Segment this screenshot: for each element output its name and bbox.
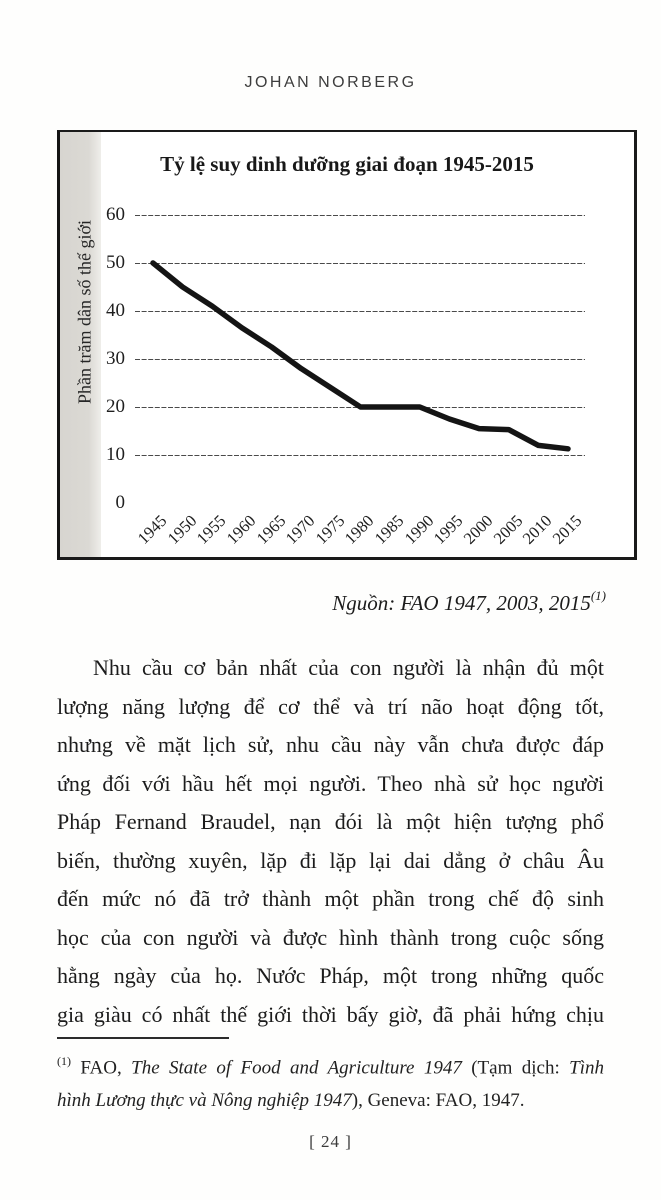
footnote-text-segment: hình Lương thực và Nông nghiệp 1947 <box>57 1090 352 1112</box>
y-tick-label: 0 <box>115 492 125 513</box>
y-tick-label: 60 <box>106 204 125 225</box>
x-tick-label: 2015 <box>548 511 586 548</box>
x-tick-label: 1945 <box>133 511 171 548</box>
footnote-line <box>57 1046 604 1084</box>
x-tick-label: 2010 <box>518 511 556 548</box>
x-tick-label: 1965 <box>252 511 289 548</box>
y-tick-label: 40 <box>106 300 125 321</box>
x-tick-label: 1960 <box>222 511 260 548</box>
body-line: Nhu cầu cơ bản nhất của con người là nhận đủ một <box>93 655 604 680</box>
malnutrition-line-series <box>153 263 568 449</box>
y-tick-label: 50 <box>106 252 125 273</box>
footnote-text-segment: (Tạm dịch: <box>461 1057 570 1079</box>
footnote-text-segment: FAO, <box>71 1057 132 1079</box>
x-axis-ticks <box>135 509 585 555</box>
footnote-text-segment: The State of Food and Agriculture 1947 <box>131 1057 462 1079</box>
body-line: hằng ngày của họ. Nước Pháp, một trong những quốc <box>57 963 604 988</box>
x-tick-label: 1985 <box>370 511 408 548</box>
x-tick-label: 1980 <box>341 511 378 548</box>
running-header: JOHAN NORBERG <box>244 74 417 91</box>
body-line: biến, thường xuyên, lặp đi lặp lại dai dẳng ở châu Âu <box>57 847 604 873</box>
y-tick-label: 10 <box>106 444 125 465</box>
body-line: học của con người và được hình thành trong cuộc sống <box>57 924 604 950</box>
chart-source-caption <box>332 590 606 616</box>
x-tick-label: 1975 <box>311 511 349 548</box>
x-tick-label: 1995 <box>430 511 467 548</box>
y-tick-label: 20 <box>106 396 125 417</box>
x-tick-label: 1950 <box>163 511 201 548</box>
y-tick-label: 30 <box>106 348 125 369</box>
footnote-marker: (1) <box>57 1054 71 1068</box>
body-line: gia giàu có nhất thế giới thời bấy giờ, đã phải hứng chịu <box>57 1001 604 1027</box>
y-axis-ticks <box>85 204 125 513</box>
footnote-text-segment: Tình <box>569 1057 604 1079</box>
body-line: đến mức nó đã trở thành một phần trong chế độ sinh <box>57 886 604 911</box>
x-tick-label: 2000 <box>459 511 497 548</box>
footnote-divider <box>57 1037 229 1039</box>
body-line: lượng năng lượng để cơ thể và trí não hoạt động tốt, <box>57 693 604 719</box>
body-paragraph <box>57 649 604 1034</box>
malnutrition-chart <box>57 130 637 560</box>
caption-footnote-ref: (1) <box>590 588 606 603</box>
footnote-line <box>57 1084 604 1117</box>
body-line: nhưng về mặt lịch sử, nhu cầu này vẫn chưa được đáp <box>57 732 604 757</box>
caption-text: Nguồn: FAO 1947, 2003, 2015 <box>332 591 591 615</box>
chart-plot-svg <box>135 215 585 503</box>
chart-title: Tỷ lệ suy dinh dưỡng giai đoạn 1945-2015 <box>160 152 534 176</box>
x-tick-label: 1955 <box>192 511 230 548</box>
y-axis-label: Phần trăm dân số thế giới <box>74 220 95 404</box>
x-tick-label: 1990 <box>400 511 438 548</box>
page-number: [ 24 ] <box>309 1132 352 1151</box>
body-line: ứng đối với hầu hết mọi người. Theo nhà sử học người <box>57 770 604 796</box>
x-tick-label: 1970 <box>281 511 319 548</box>
footnote <box>57 1046 604 1117</box>
body-line: Pháp Fernand Braudel, nạn đói là một hiện tượng phổ <box>57 809 604 834</box>
x-tick-label: 2005 <box>489 511 527 548</box>
footnote-text-segment: ), Geneva: FAO, 1947. <box>351 1090 525 1112</box>
